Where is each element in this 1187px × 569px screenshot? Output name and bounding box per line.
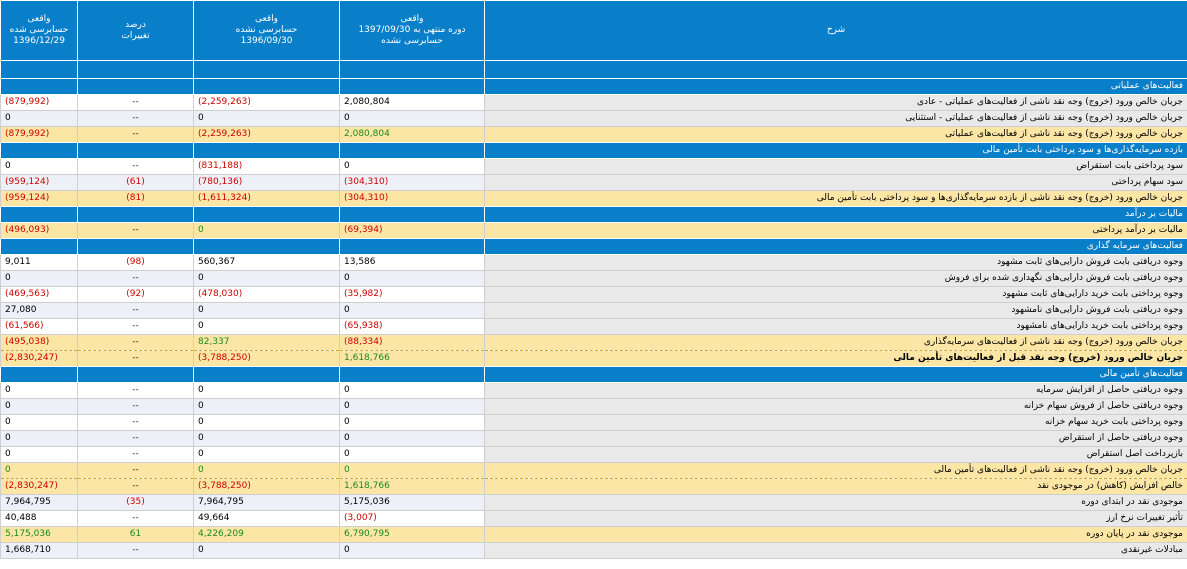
- cell-period-9612: (61,566): [1, 319, 78, 335]
- section-filler-cell: [78, 239, 194, 255]
- cell-current-period: 6,790,795: [340, 527, 485, 543]
- header-line: حسابرسی شده: [9, 25, 69, 35]
- cell-period-9609: (3,788,250): [194, 479, 340, 495]
- cell-change-percent: --: [78, 543, 194, 559]
- cell-period-9609: (831,188): [194, 159, 340, 175]
- cell-description: سود سهام پرداختی: [485, 175, 1187, 191]
- cell-current-period: 2,080,804: [340, 127, 485, 143]
- header-spacer-row: [1, 61, 1187, 79]
- table-row: [1, 175, 1187, 191]
- cell-description: موجودی نقد در ابتدای دوره: [485, 495, 1187, 511]
- cell-period-9609: 0: [194, 303, 340, 319]
- spacer-cell: [78, 61, 194, 79]
- cell-current-period: 0: [340, 271, 485, 287]
- cell-description: خالص افزایش (کاهش) در موجودی نقد: [485, 479, 1187, 495]
- cell-change-percent: --: [78, 127, 194, 143]
- header-line: واقعی: [255, 14, 278, 24]
- table-row: [1, 511, 1187, 527]
- cell-period-9612: (469,563): [1, 287, 78, 303]
- cell-current-period: 0: [340, 111, 485, 127]
- section-filler-cell: [1, 79, 78, 95]
- cell-current-period: (304,310): [340, 191, 485, 207]
- header-line: حسابرسی نشده: [235, 25, 298, 35]
- cell-description: مالیات بر درآمد پرداختی: [485, 223, 1187, 239]
- cell-period-9612: 0: [1, 399, 78, 415]
- section-header-row: [1, 207, 1187, 223]
- total-row: [1, 223, 1187, 239]
- cell-period-9612: (879,992): [1, 127, 78, 143]
- cell-change-percent: --: [78, 319, 194, 335]
- cell-period-9612: 0: [1, 271, 78, 287]
- table-row: [1, 431, 1187, 447]
- cell-period-9612: (959,124): [1, 191, 78, 207]
- cell-change-percent: --: [78, 431, 194, 447]
- cell-period-9612: (2,830,247): [1, 479, 78, 495]
- table-row: [1, 111, 1187, 127]
- cell-change-percent: (92): [78, 287, 194, 303]
- table-row: [1, 287, 1187, 303]
- cell-change-percent: 61: [78, 527, 194, 543]
- cell-description: سود پرداختی بابت استقراض: [485, 159, 1187, 175]
- cell-period-9609: 0: [194, 271, 340, 287]
- cell-period-9609: 0: [194, 431, 340, 447]
- cell-current-period: 13,586: [340, 255, 485, 271]
- header-line: دوره منتهی به 1397/09/30: [358, 25, 466, 35]
- section-filler-cell: [340, 143, 485, 159]
- cell-change-percent: --: [78, 271, 194, 287]
- table-row: [1, 319, 1187, 335]
- total-row: [1, 479, 1187, 495]
- section-filler-cell: [78, 207, 194, 223]
- table-row: [1, 495, 1187, 511]
- header-current-period: [340, 1, 485, 61]
- cell-period-9609: (3,788,250): [194, 351, 340, 367]
- cell-description: جریان خالص ورود (خروج) وجه نقد ناشی از فعالیت‌های تأمین مالی: [485, 463, 1187, 479]
- table-row: [1, 543, 1187, 559]
- spacer-cell: [1, 61, 78, 79]
- cell-period-9612: (495,038): [1, 335, 78, 351]
- header-line: درصد: [125, 19, 146, 30]
- spacer-cell: [485, 61, 1187, 79]
- cell-period-9609: 0: [194, 399, 340, 415]
- cell-description: جریان خالص ورود (خروج) وجه نقد ناشی از فعالیت‌های عملیاتی - استثنایی: [485, 111, 1187, 127]
- cell-period-9609: 0: [194, 111, 340, 127]
- cell-period-9612: 0: [1, 383, 78, 399]
- cell-change-percent: (61): [78, 175, 194, 191]
- cell-period-9609: 0: [194, 383, 340, 399]
- cell-period-9609: 82,337: [194, 335, 340, 351]
- total-row: [1, 191, 1187, 207]
- section-filler-cell: [194, 367, 340, 383]
- cell-change-percent: --: [78, 399, 194, 415]
- table-row: [1, 447, 1187, 463]
- cell-change-percent: (35): [78, 495, 194, 511]
- cell-period-9609: (478,030): [194, 287, 340, 303]
- cell-description: جریان خالص ورود (خروج) وجه نقد قبل از فعالیت‌های تأمین مالی: [485, 351, 1187, 367]
- cell-current-period: 0: [340, 431, 485, 447]
- cell-period-9612: 0: [1, 415, 78, 431]
- header-description: شرح: [485, 1, 1187, 61]
- cell-period-9612: (496,093): [1, 223, 78, 239]
- table-body: [1, 79, 1187, 559]
- cell-description: جریان خالص ورود (خروج) وجه نقد ناشی از فعالیت‌های سرمایه‌گذاری: [485, 335, 1187, 351]
- section-title: فعالیت‌های تأمین مالی: [485, 367, 1187, 383]
- cell-description: وجوه پرداختی بابت خرید سهام خزانه: [485, 415, 1187, 431]
- cell-change-percent: --: [78, 159, 194, 175]
- section-filler-cell: [1, 207, 78, 223]
- table-row: [1, 399, 1187, 415]
- cell-period-9609: 0: [194, 543, 340, 559]
- header-period-9609: [194, 1, 340, 61]
- total-row: [1, 463, 1187, 479]
- section-filler-cell: [78, 143, 194, 159]
- cell-period-9609: 0: [194, 415, 340, 431]
- cell-period-9609: 4,226,209: [194, 527, 340, 543]
- section-filler-cell: [340, 79, 485, 95]
- header-line: 1396/09/30: [240, 36, 293, 46]
- cell-change-percent: --: [78, 111, 194, 127]
- cell-description: وجوه دریافتی بابت فروش دارایی‌های ثابت مشهود: [485, 255, 1187, 271]
- section-header-row: [1, 367, 1187, 383]
- cell-period-9609: 7,964,795: [194, 495, 340, 511]
- total-row: [1, 351, 1187, 367]
- cell-period-9609: 0: [194, 319, 340, 335]
- section-filler-cell: [78, 79, 194, 95]
- cell-current-period: 2,080,804: [340, 95, 485, 111]
- cell-current-period: (88,334): [340, 335, 485, 351]
- section-filler-cell: [78, 367, 194, 383]
- cell-period-9612: 0: [1, 111, 78, 127]
- cell-description: مبادلات غیرنقدی: [485, 543, 1187, 559]
- header-line: 1396/12/29: [13, 36, 65, 46]
- cell-period-9612: 7,964,795: [1, 495, 78, 511]
- spacer-cell: [194, 61, 340, 79]
- section-header-row: [1, 143, 1187, 159]
- cell-description: وجوه دریافتی حاصل از فروش سهام خزانه: [485, 399, 1187, 415]
- cell-period-9612: 40,488: [1, 511, 78, 527]
- cell-current-period: 1,618,766: [340, 479, 485, 495]
- cell-description: بازپرداخت اصل استقراض: [485, 447, 1187, 463]
- cell-change-percent: --: [78, 415, 194, 431]
- section-filler-cell: [194, 79, 340, 95]
- cell-current-period: 5,175,036: [340, 495, 485, 511]
- cell-current-period: (3,007): [340, 511, 485, 527]
- cell-change-percent: (98): [78, 255, 194, 271]
- cell-description: وجوه دریافتی بابت فروش دارایی‌های نگهداری شده برای فروش: [485, 271, 1187, 287]
- cell-period-9609: 49,664: [194, 511, 340, 527]
- cell-description: موجودی نقد در پایان دوره: [485, 527, 1187, 543]
- section-header-row: [1, 79, 1187, 95]
- cell-current-period: 0: [340, 159, 485, 175]
- cell-current-period: (69,394): [340, 223, 485, 239]
- cell-period-9612: 0: [1, 431, 78, 447]
- total-row: [1, 127, 1187, 143]
- cell-period-9609: 560,367: [194, 255, 340, 271]
- section-title: بازده سرمایه‌گذاری‌ها و سود پرداختی بابت تأمین مالی: [485, 143, 1187, 159]
- cell-period-9612: 1,668,710: [1, 543, 78, 559]
- cell-period-9609: 0: [194, 223, 340, 239]
- section-title: مالیات بر درآمد: [485, 207, 1187, 223]
- cell-description: وجوه دریافتی بابت فروش دارایی‌های نامشهود: [485, 303, 1187, 319]
- table-row: [1, 383, 1187, 399]
- cell-change-percent: --: [78, 303, 194, 319]
- section-title: فعالیت‌های عملیاتی: [485, 79, 1187, 95]
- cell-description: جریان خالص ورود (خروج) وجه نقد ناشی از فعالیت‌های عملیاتی - عادی: [485, 95, 1187, 111]
- cell-change-percent: --: [78, 223, 194, 239]
- cell-period-9609: (1,611,324): [194, 191, 340, 207]
- section-filler-cell: [194, 143, 340, 159]
- spacer-cell: [340, 61, 485, 79]
- cell-current-period: 1,618,766: [340, 351, 485, 367]
- table-row: [1, 303, 1187, 319]
- cell-current-period: (304,310): [340, 175, 485, 191]
- cell-period-9612: (879,992): [1, 95, 78, 111]
- section-title: فعالیت‌های سرمایه گذاری: [485, 239, 1187, 255]
- table-row: [1, 415, 1187, 431]
- table-row: [1, 255, 1187, 271]
- cell-change-percent: --: [78, 463, 194, 479]
- cell-change-percent: --: [78, 95, 194, 111]
- cell-current-period: 0: [340, 543, 485, 559]
- header-line: حسابرسی نشده: [381, 36, 443, 46]
- header-line: تغییرات: [121, 30, 150, 41]
- cell-current-period: (35,982): [340, 287, 485, 303]
- cell-current-period: 0: [340, 399, 485, 415]
- cell-period-9612: 0: [1, 463, 78, 479]
- cell-current-period: 0: [340, 383, 485, 399]
- header-period-9612: [1, 1, 78, 61]
- section-filler-cell: [1, 239, 78, 255]
- cell-change-percent: --: [78, 479, 194, 495]
- section-filler-cell: [194, 239, 340, 255]
- cell-period-9609: (780,136): [194, 175, 340, 191]
- cell-description: وجوه پرداختی بابت خرید دارایی‌های نامشهود: [485, 319, 1187, 335]
- cell-description: وجوه دریافتی حاصل از استقراض: [485, 431, 1187, 447]
- cell-change-percent: --: [78, 383, 194, 399]
- total-row: [1, 527, 1187, 543]
- section-filler-cell: [194, 207, 340, 223]
- section-filler-cell: [1, 143, 78, 159]
- cell-description: وجوه دریافتی حاصل از افزایش سرمایه: [485, 383, 1187, 399]
- header-line: واقعی: [400, 14, 424, 24]
- header-row: [1, 1, 1187, 61]
- cell-period-9609: (2,259,263): [194, 127, 340, 143]
- cell-period-9609: 0: [194, 447, 340, 463]
- cell-current-period: 0: [340, 447, 485, 463]
- section-filler-cell: [340, 207, 485, 223]
- cell-period-9609: (2,259,263): [194, 95, 340, 111]
- total-row: [1, 335, 1187, 351]
- cell-current-period: 0: [340, 463, 485, 479]
- cell-period-9612: 9,011: [1, 255, 78, 271]
- section-filler-cell: [340, 367, 485, 383]
- cell-description: جریان خالص ورود (خروج) وجه نقد ناشی از بازده سرمایه‌گذاری‌ها و سود پرداختی بابت تأمین مالی: [485, 191, 1187, 207]
- cell-period-9612: 27,080: [1, 303, 78, 319]
- cell-period-9612: (959,124): [1, 175, 78, 191]
- cell-change-percent: --: [78, 335, 194, 351]
- section-header-row: [1, 239, 1187, 255]
- cell-current-period: 0: [340, 303, 485, 319]
- cell-change-percent: --: [78, 351, 194, 367]
- table-row: [1, 159, 1187, 175]
- cell-current-period: 0: [340, 415, 485, 431]
- section-filler-cell: [340, 239, 485, 255]
- section-filler-cell: [1, 367, 78, 383]
- cell-change-percent: --: [78, 511, 194, 527]
- cell-description: وجوه پرداختی بابت خرید دارایی‌های ثابت مشهود: [485, 287, 1187, 303]
- cell-description: تأثیر تغییرات نرخ ارز: [485, 511, 1187, 527]
- cell-period-9612: 0: [1, 159, 78, 175]
- cell-period-9612: 5,175,036: [1, 527, 78, 543]
- cell-period-9609: 0: [194, 463, 340, 479]
- header-change: [78, 1, 194, 61]
- cell-description: جریان خالص ورود (خروج) وجه نقد ناشی از فعالیت‌های عملیاتی: [485, 127, 1187, 143]
- table-row: [1, 95, 1187, 111]
- table-row: [1, 271, 1187, 287]
- cell-current-period: (65,938): [340, 319, 485, 335]
- cell-change-percent: (81): [78, 191, 194, 207]
- header-line: واقعی: [27, 14, 51, 24]
- cell-period-9612: 0: [1, 447, 78, 463]
- cell-change-percent: --: [78, 447, 194, 463]
- cell-period-9612: (2,830,247): [1, 351, 78, 367]
